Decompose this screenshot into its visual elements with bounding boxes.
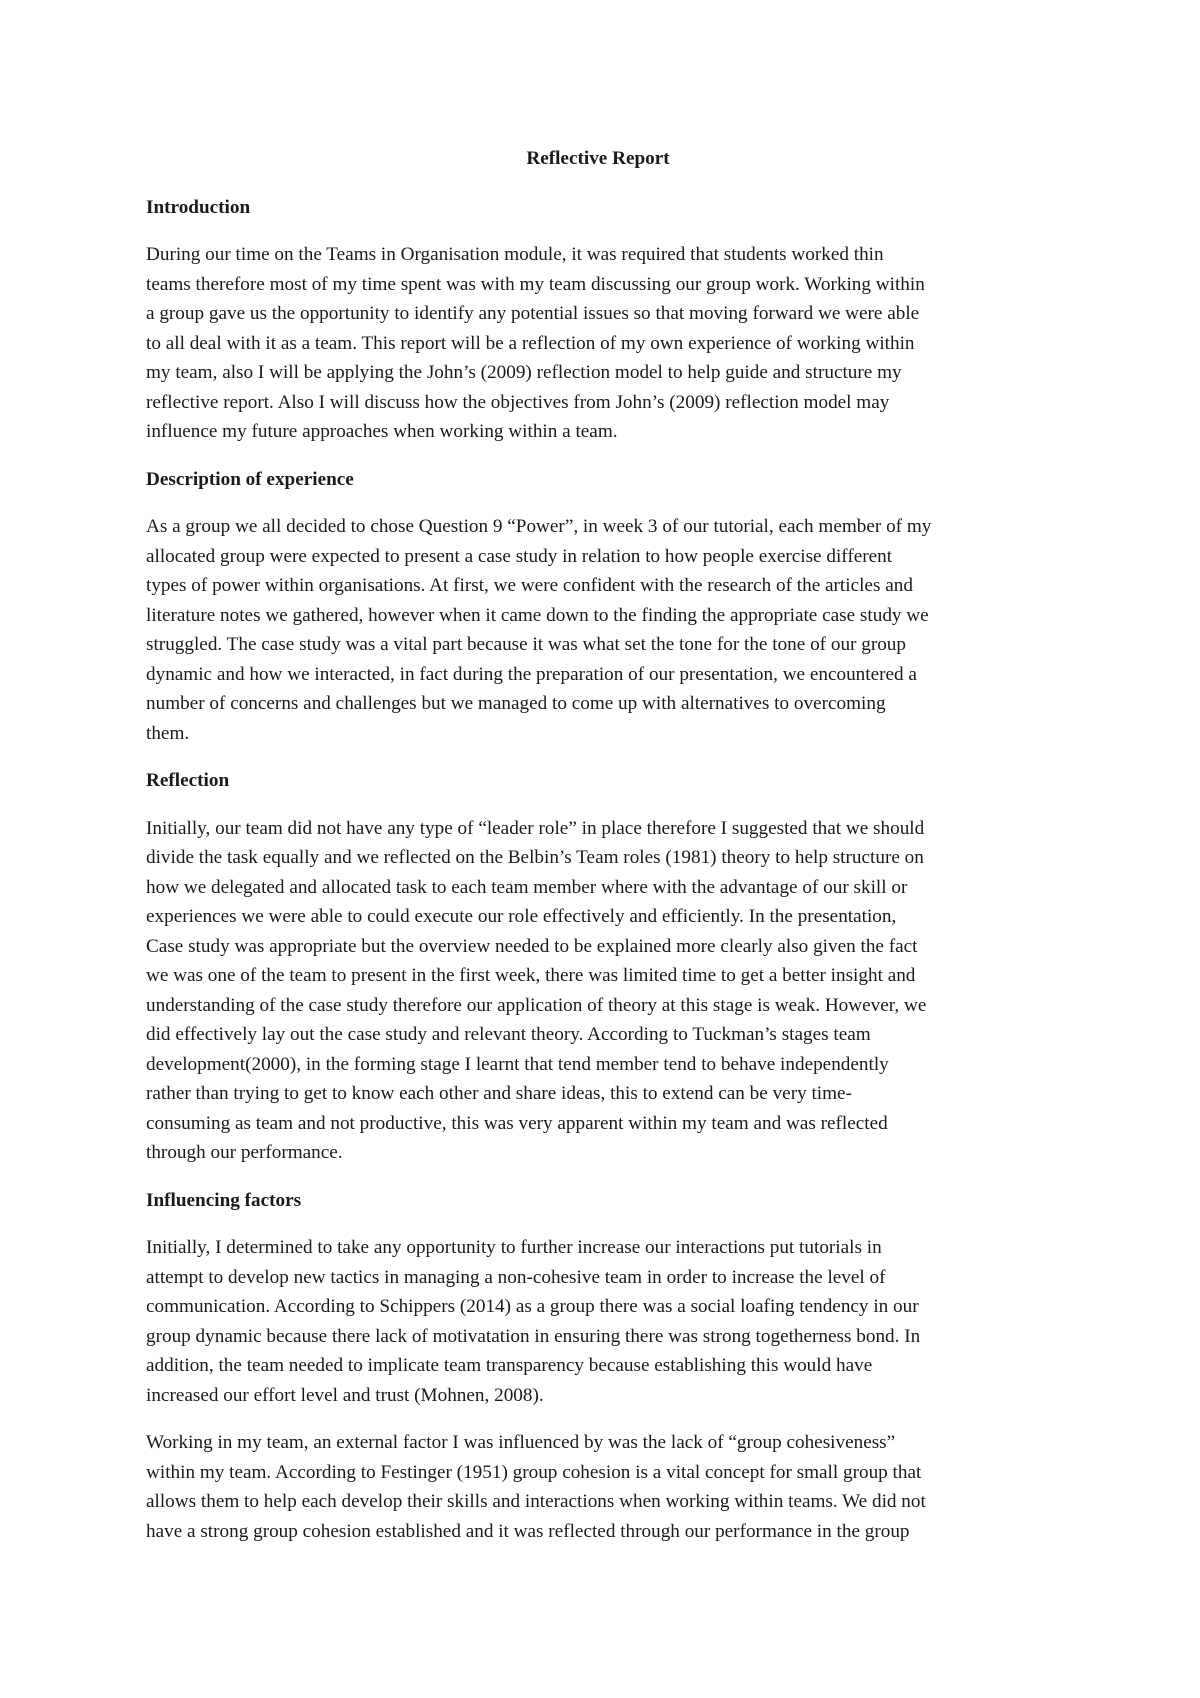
paragraph-line: them. [146,722,190,744]
section-heading: Reflection [146,770,230,791]
section-heading: Description of experience [146,468,354,490]
paragraph-line: understanding of the case study therefore our application of theory at this stage is weak. However, we [146,994,927,1016]
paragraph-line: influence my future approaches when working within a team. [146,421,618,442]
paragraph-line: divide the task equally and we reflected on the Belbin’s Team roles (1981) theory to help structure on [146,847,924,868]
paragraph-line: have a strong group cohesion established and it was reflected through our performance in the group [146,1520,910,1542]
paragraph-line: literature notes we gathered, however when it came down to the finding the appropriate case study we [146,604,929,626]
document-title: Reflective Report [526,148,670,169]
paragraph-line: struggled. The case study was a vital part because it was what set the tone for the tone of our group [146,634,906,655]
paragraph-line: Working in my team, an external factor I was influenced by was the lack of “group cohesiveness” [146,1432,896,1453]
paragraph-line: consuming as team and not productive, this was very apparent within my team and was reflected [146,1112,888,1134]
paragraph-line: how we delegated and allocated task to each team member where with the advantage of our skill or [146,876,908,898]
paragraph-line: attempt to develop new tactics in managing a non-cohesive team in order to increase the level of [146,1266,886,1288]
paragraph-line: During our time on the Teams in Organisation module, it was required that students worked thin [146,244,884,265]
paragraph-line: did effectively lay out the case study and relevant theory. According to Tuckman’s stages team [146,1024,871,1045]
body-paragraph [146,814,1050,1168]
body-paragraph [146,512,1050,748]
paragraph-line: dynamic and how we interacted, in fact during the preparation of our presentation, we encountered a [146,663,917,685]
paragraph-line: experiences we were able to could execute our role effectively and efficiently. In the presentation, [146,906,897,927]
paragraph-line: reflective report. Also I will discuss how the objectives from John’s (2009) reflection model may [146,391,890,413]
paragraph-line: teams therefore most of my time spent was with my team discussing our group work. Working within [146,273,925,295]
paragraph-line: Initially, I determined to take any opportunity to further increase our interactions put tutorials in [146,1237,882,1258]
paragraph-line: to all deal with it as a team. This report will be a reflection of my own experience of working within [146,332,915,354]
paragraph-line: group dynamic because there lack of motivatation in ensuring there was strong togetherness bond. In [146,1325,921,1347]
section-heading: Influencing factors [146,1189,302,1211]
body-paragraph [146,1428,1050,1546]
paragraph-line: types of power within organisations. At first, we were confident with the research of the articles and [146,575,913,596]
paragraph-line: Case study was appropriate but the overview needed to be explained more clearly also given the fact [146,935,918,957]
paragraph-line: through our performance. [146,1142,343,1163]
paragraph-line: my team, also I will be applying the John’s (2009) reflection model to help guide and structure my [146,362,902,383]
body-paragraph [146,1233,1050,1410]
paragraph-line: communication. According to Schippers (2014) as a group there was a social loafing tendency in our [146,1296,919,1317]
document-body [146,193,1050,1547]
paragraph-line: within my team. According to Festinger (1951) group cohesion is a vital concept for small group that [146,1461,922,1483]
paragraph-line: number of concerns and challenges but we managed to come up with alternatives to overcoming [146,693,886,714]
paragraph-line: allocated group were expected to present a case study in relation to how people exercise different [146,545,893,567]
paragraph-line: addition, the team needed to implicate team transparency because establishing this would have [146,1355,873,1376]
paragraph-line: rather than trying to get to know each other and share ideas, this to extend can be very time- [146,1083,852,1104]
paragraph-line: we was one of the team to present in the first week, there was limited time to get a better insight and [146,965,916,986]
paragraph-line: As a group we all decided to chose Question 9 “Power”, in week 3 of our tutorial, each member of my [146,516,932,537]
section-heading: Introduction [146,196,251,218]
paragraph-line: a group gave us the opportunity to identify any potential issues so that moving forward we were able [146,303,920,324]
paragraph-line: increased our effort level and trust (Mohnen, 2008). [146,1384,544,1406]
paragraph-line: Initially, our team did not have any type of “leader role” in place therefore I suggested that we should [146,817,925,839]
paragraph-line: allows them to help each develop their skills and interactions when working within teams. We did not [146,1491,926,1512]
body-paragraph [146,240,1050,447]
paragraph-line: development(2000), in the forming stage I learnt that tend member tend to behave independently [146,1053,889,1075]
